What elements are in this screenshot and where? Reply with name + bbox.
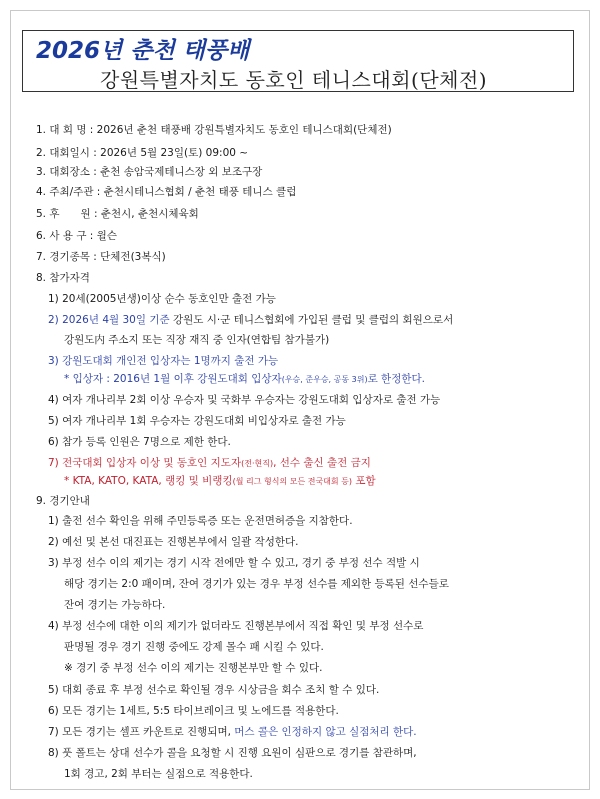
guide-2: 2) 예선 및 본선 대진표는 진행본부에서 일괄 작성한다. — [48, 536, 299, 548]
guide-7-blue: 머스 콜은 인정하지 않고 실점처리 한다. — [230, 726, 417, 738]
eligibility-3-note-main: * 입상자 : 2016년 1월 이후 강원도대회 입상자 — [64, 373, 282, 385]
eligibility-2 — [48, 313, 453, 327]
guide-heading: 9. 경기안내 — [36, 495, 90, 507]
guide-4a: 4) 부정 선수에 대한 이의 제기가 없더라도 진행본부에서 직접 확인 및 부정 선수로 — [48, 620, 424, 632]
item-ball: 6. 사 용 구 : 윌슨 — [36, 230, 117, 242]
item-eligibility-heading: 8. 참가자격 — [36, 272, 90, 284]
guide-6: 6) 모든 경기는 1세트, 5:5 타이브레이크 및 노에드를 적용한다. — [48, 705, 339, 717]
item-event: 7. 경기종목 : 단체전(3복식) — [36, 251, 166, 263]
guide-8a: 8) 풋 폴트는 상대 선수가 콜을 요청할 시 진행 요원이 심판으로 경기를 참관하며, — [48, 747, 417, 759]
eligibility-7-note-small: (월 리그 형식의 모든 전국대회 등) — [232, 477, 353, 486]
eligibility-7-small: (전·현직) — [241, 459, 274, 468]
item-date: 2. 대회일시 : 2026년 5월 23일(토) 09:00 ~ — [36, 147, 249, 159]
eligibility-7-main: 7) 전국대회 입상자 이상 및 동호인 지도자 — [48, 457, 242, 469]
eligibility-7-note-main: * KTA, KATO, KATA, 랭킹 및 비랭킹 — [64, 475, 233, 487]
eligibility-5: 5) 여자 개나리부 1회 우승자는 강원도대회 비입상자로 출전 가능 — [48, 415, 346, 427]
eligibility-2-rest: 강원도 시·군 테니스협회에 가입된 클럽 및 클럽의 회원으로서 — [169, 314, 454, 326]
eligibility-2-cont: 강원도内 주소지 또는 직장 재직 중 인자(연합팀 참가불가) — [64, 334, 330, 346]
title-line2: 강원특별자치도 동호인 테니스대회(단체전) — [100, 68, 488, 92]
item-host: 4. 주최/주관 : 춘천시테니스협회 / 춘천 태풍 테니스 클럽 — [36, 186, 297, 198]
item-venue: 3. 대회장소 : 춘천 송암국제테니스장 외 보조구장 — [36, 166, 263, 178]
guide-4c: ※ 경기 중 부정 선수 이의 제기는 진행본부만 할 수 있다. — [64, 662, 323, 674]
eligibility-3-note — [64, 372, 425, 387]
guide-7-main: 7) 모든 경기는 셀프 카운트로 진행되며, — [48, 726, 231, 738]
guide-3b: 해당 경기는 2:0 패이며, 잔여 경기가 있는 경우 부정 선수를 제외한 등록된 선수들로 — [64, 578, 449, 590]
eligibility-7-note-end: 포함 — [352, 475, 376, 487]
eligibility-1: 1) 20세(2005년생)이상 순수 동호인만 출전 가능 — [48, 293, 276, 305]
eligibility-7-end: , 선수 출신 출전 금지 — [273, 457, 371, 469]
guide-7 — [48, 725, 417, 739]
guide-4b: 판명될 경우 경기 진행 중에도 강제 몰수 패 시킬 수 있다. — [64, 641, 324, 653]
eligibility-2-date: 2) 2026년 4월 30일 기준 — [48, 314, 170, 326]
guide-1: 1) 출전 선수 확인을 위해 주민등록증 또는 운전면허증을 지참한다. — [48, 515, 353, 527]
eligibility-4: 4) 여자 개나리부 2회 이상 우승자 및 국화부 우승자는 강원도대회 입상자로 출전 가능 — [48, 394, 441, 406]
eligibility-6: 6) 참가 등록 인원은 7명으로 제한 한다. — [48, 436, 231, 448]
guide-3a: 3) 부정 선수 이의 제기는 경기 시작 전에만 할 수 있고, 경기 중 부정 선수 적발 시 — [48, 557, 420, 569]
guide-8b: 1회 경고, 2회 부터는 실점으로 적용한다. — [64, 768, 253, 780]
eligibility-3-note-small: (우승, 준우승, 공동 3위) — [281, 375, 368, 384]
item-sponsor: 5. 후 원 : 춘천시, 춘천시체육회 — [36, 208, 199, 220]
eligibility-3: 3) 강원도대회 개인전 입상자는 1명까지 출전 가능 — [48, 355, 279, 367]
eligibility-3-note-end: 로 한정한다. — [367, 373, 425, 385]
eligibility-7 — [48, 456, 371, 471]
title-line1: 2026년 춘천 태풍배 — [36, 38, 250, 64]
item-name: 1. 대 회 명 : 2026년 춘천 태풍배 강원특별자치도 동호인 테니스대회(단체전) — [36, 124, 392, 136]
guide-3c: 잔여 경기는 가능하다. — [64, 599, 166, 611]
guide-5: 5) 대회 종료 후 부정 선수로 확인될 경우 시상금을 회수 조치 할 수 있다. — [48, 684, 380, 696]
eligibility-7-note — [64, 474, 376, 489]
